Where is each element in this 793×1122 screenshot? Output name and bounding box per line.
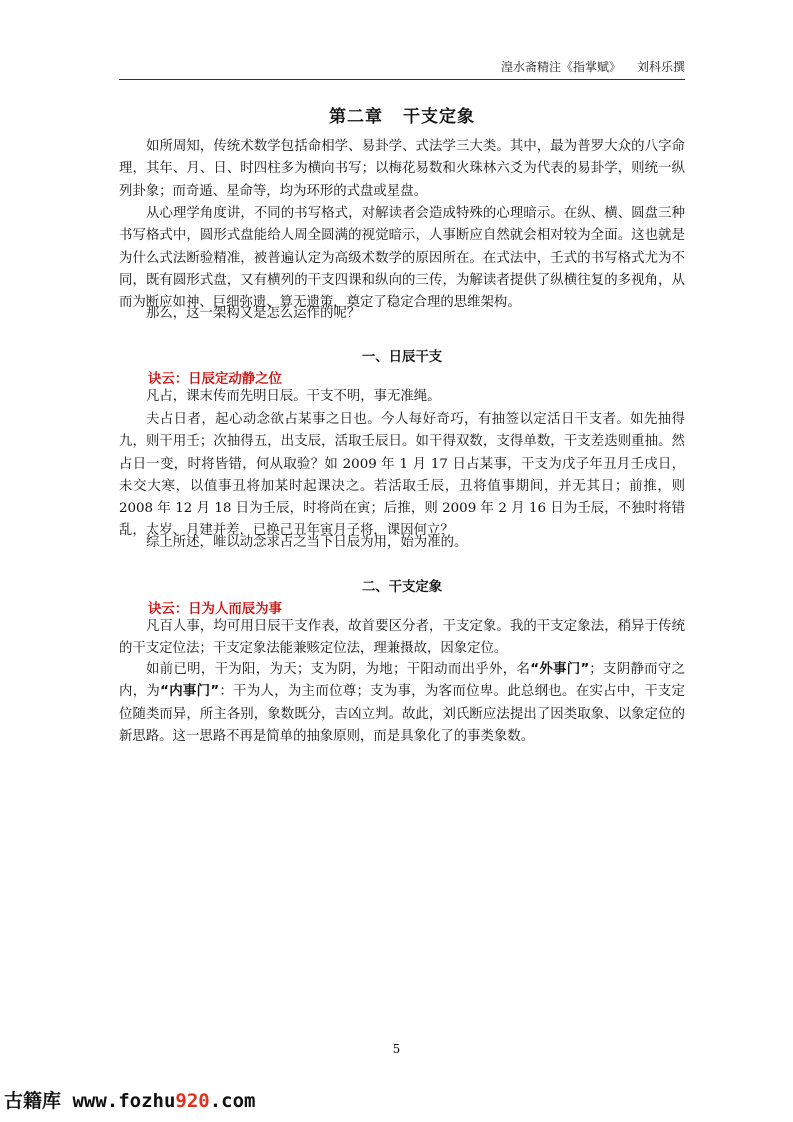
watermark-prefix: 古籍库 www.fozhu <box>4 1090 176 1112</box>
section1-paragraph-2: 夫占日者，起心动念欲占某事之日也。今人每好奇巧，有抽签以定活日干支者。如先抽得九，则干用壬；次抽得五，出支辰，活取壬辰日。如干得双数，支得单数，干支差迭则重抽。然占日一变，时将皆错，何从取验？如 2009 年 1 月 17 日占某事，干支为戊子年丑月壬戌日，未交大寒，以值事丑将加某时起课决之。若活取壬辰，丑将值事期间，并无其日；前推，则 2008 年 12 月 18 日为壬辰，时将尚在寅；后推，则 2009 年 2 月 16 日为壬辰，不独时将错乱，太岁、月建并差，已换己丑年寅月子将，课因何立？ <box>119 412 685 539</box>
book-title: 湟水斋精注《指掌赋》 <box>500 60 621 74</box>
author-name: 刘科乐撰 <box>636 60 685 74</box>
p2-text-a: 如前已明，干为阳，为天；支为阴，为地；干阳动而出乎外，名 <box>146 662 531 677</box>
inner-gate-term: “内事门” <box>160 684 220 700</box>
verse-heading-2: 诀云：日为人而辰为事 <box>148 602 282 617</box>
verse-heading-1: 诀云：日辰定动静之位 <box>148 372 282 387</box>
section-title-1: 一、日辰干支 <box>361 350 443 365</box>
p2-text-e: ：干为人，为主而位尊；支为事，为客而位卑。此总纲也。在实占中，干支定位随类而异，所主各别，象数既分，吉凶立判。故此，刘氏断应法提出了因类取象、以象定位的新思路。这一思路不再是简单的抽象原则，而是具象化了的事类象数。 <box>119 684 686 744</box>
intro-paragraph-3: 那么，这一架构又是怎么运作的呢？ <box>146 306 361 321</box>
p2-text-c: ；支阴静而守之内，为 <box>119 662 685 700</box>
intro-paragraph-2: 从心理学角度讲，不同的书写格式，对解读者会造成特殊的心理暗示。在纵、横、圆盘三种书写格式中，圆形式盘能给人周全圆满的视觉暗示，人事断应自然就会相对较为全面。这也就是为什么式法断验精准，被普遍认定为高级术数学的原因所在。在式法中，壬式的书写格式尤为不同，既有圆形式盘，又有横列的干支四课和纵向的三传，为解读者提供了纵横往复的多视角，从而为断应如神、巨细弥遗、算无遗策，奠定了稳定合理的思维架构。 <box>119 206 685 311</box>
chapter-name: 干支定象 <box>403 107 475 127</box>
section1-paragraph-1: 凡占，课末传而先明日辰。干支不明，事无准绳。 <box>146 389 441 404</box>
section-title-2: 二、干支定象 <box>361 580 443 595</box>
outer-gate-term: “外事门” <box>530 662 590 677</box>
section2-paragraph-1: 凡百人事，均可用日辰干支作表，故首要区分者，干支定象。我的干支定象法，稍异于传统的干支定位法；干支定象法能兼赅定位法，理兼摄故，因象定位。 <box>119 619 685 657</box>
section2-paragraph-2 <box>119 659 685 748</box>
intro-paragraph-1: 如所周知，传统术数学包括命相学、易卦学、式法学三大类。其中，最为普罗大众的八字命理，其年、月、日、时四柱多为横向书写；以梅花易数和火珠林六爻为代表的易卦学，则统一纵列卦象；而奇遁、星命等，均为环形的式盘或星盘。 <box>119 139 685 199</box>
watermark-suffix: .com <box>209 1090 256 1112</box>
section1-paragraph-3: 综上所述，唯以动念求占之当下日辰为用，始为准的。 <box>146 535 468 550</box>
site-watermark <box>4 1086 255 1113</box>
chapter-number: 第二章 <box>329 107 383 127</box>
page-number: 5 <box>392 1042 401 1056</box>
running-header <box>119 58 685 80</box>
chapter-title <box>119 102 685 127</box>
watermark-number: 920 <box>175 1090 210 1112</box>
